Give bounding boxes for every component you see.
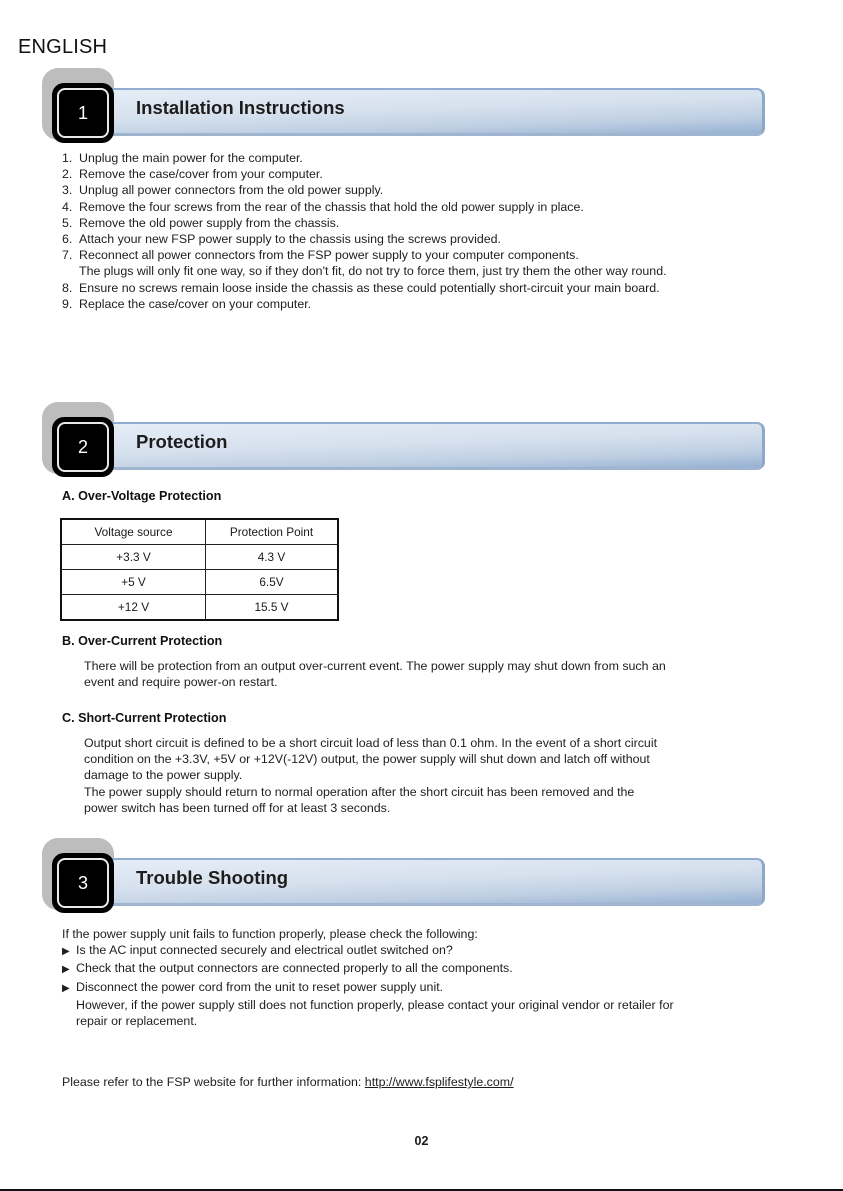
step-item: 1. Unplug the main power for the computer. bbox=[62, 151, 303, 165]
ocp-heading: B. Over-Current Protection bbox=[62, 634, 223, 648]
text-line: power switch has been turned off for at least 3 seconds. bbox=[84, 800, 391, 815]
step-item: 8. Ensure no screws remain loose inside the chassis as these could potentially short-circuit your main board. bbox=[62, 280, 660, 295]
section-title: Protection bbox=[136, 431, 228, 452]
text-line: Output short circuit is defined to be a short circuit load of less than 0.1 ohm. In the event of a short circuit bbox=[84, 736, 658, 750]
bullet-item: ▶ Is the AC input connected securely and electrical outlet switched on? bbox=[62, 942, 772, 960]
troubleshooting-body bbox=[62, 926, 772, 1029]
text-line: condition on the +3.3V, +5V or +12V(-12V) output, the power supply will shut down and latch off without bbox=[84, 752, 650, 767]
footer-note-text: Please refer to the FSP website for further information: bbox=[62, 1075, 365, 1089]
step-note: The plugs will only fit one way, so if they don't fit, do not try to force them, just try them the other way round. bbox=[79, 264, 667, 279]
language-label: ENGLISH bbox=[18, 36, 108, 58]
table-row bbox=[61, 595, 338, 621]
table-cell: 4.3 V bbox=[206, 545, 339, 570]
scp-paragraph bbox=[84, 735, 764, 816]
bullet-item: ▶ Disconnect the power cord from the unit to reset power supply unit. bbox=[62, 979, 772, 997]
bullet-item: ▶ Check that the output connectors are connected properly to all the components. bbox=[62, 960, 772, 978]
text-line: However, if the power supply still does not function properly, please contact your original vendor or retailer for bbox=[76, 997, 674, 1012]
step-item: 2. Remove the case/cover from your computer. bbox=[62, 167, 323, 182]
footer-note bbox=[62, 1074, 514, 1090]
ovp-heading: A. Over-Voltage Protection bbox=[62, 489, 222, 503]
website-link[interactable]: http://www.fsplifestyle.com/ bbox=[364, 1075, 514, 1089]
text-line: damage to the power supply. bbox=[84, 768, 243, 783]
section-title: Installation Instructions bbox=[136, 97, 345, 118]
step-item: 6. Attach your new FSP power supply to the chassis using the screws provided. bbox=[62, 232, 501, 247]
step-item: 5. Remove the old power supply from the chassis. bbox=[62, 215, 340, 230]
table-cell: +3.3 V bbox=[61, 545, 206, 570]
column-header: Protection Point bbox=[206, 519, 339, 545]
text-line: repair or replacement. bbox=[76, 1014, 198, 1029]
step-item: 3. Unplug all power connectors from the old power supply. bbox=[62, 183, 384, 198]
section-number-badge bbox=[52, 83, 114, 143]
section-number-badge bbox=[52, 853, 114, 913]
table-row bbox=[61, 570, 338, 595]
text-line: The power supply should return to normal operation after the short circuit has been removed and the bbox=[84, 784, 635, 799]
table-cell: 15.5 V bbox=[206, 595, 339, 621]
text-line: event and require power-on restart. bbox=[84, 675, 278, 690]
table-cell: +5 V bbox=[61, 570, 206, 595]
section-title: Trouble Shooting bbox=[136, 867, 289, 888]
table-cell: 6.5V bbox=[206, 570, 339, 595]
section-number-badge bbox=[52, 417, 114, 477]
step-item: 4. Remove the four screws from the rear of the chassis that hold the old power supply in place. bbox=[62, 199, 584, 214]
scp-heading: C. Short-Current Protection bbox=[62, 711, 227, 725]
installation-steps bbox=[62, 150, 667, 312]
column-header: Voltage source bbox=[61, 519, 206, 545]
table-header-row bbox=[61, 519, 338, 545]
table-row bbox=[61, 545, 338, 570]
page-number: 02 bbox=[414, 1134, 429, 1148]
step-item: 9. Replace the case/cover on your computer. bbox=[62, 296, 312, 311]
section-header-protection bbox=[42, 402, 764, 484]
ovp-table bbox=[60, 518, 339, 621]
section-number: 3 bbox=[57, 858, 109, 908]
troubleshooting-intro: If the power supply unit fails to function properly, please check the following: bbox=[62, 927, 478, 941]
section-number: 1 bbox=[57, 88, 109, 138]
section-header-installation bbox=[42, 68, 764, 150]
ocp-paragraph bbox=[84, 658, 764, 690]
triangle-bullet-icon: ▶ bbox=[62, 982, 70, 994]
text-line: There will be protection from an output over-current event. The power supply may shut down from such an bbox=[84, 659, 666, 673]
triangle-bullet-icon: ▶ bbox=[62, 964, 70, 976]
triangle-bullet-icon: ▶ bbox=[62, 946, 70, 958]
section-number: 2 bbox=[57, 422, 109, 472]
table-cell: +12 V bbox=[61, 595, 206, 621]
step-item: 7. Reconnect all power connectors from the FSP power supply to your computer components. bbox=[62, 248, 579, 263]
section-header-troubleshooting bbox=[42, 838, 764, 920]
